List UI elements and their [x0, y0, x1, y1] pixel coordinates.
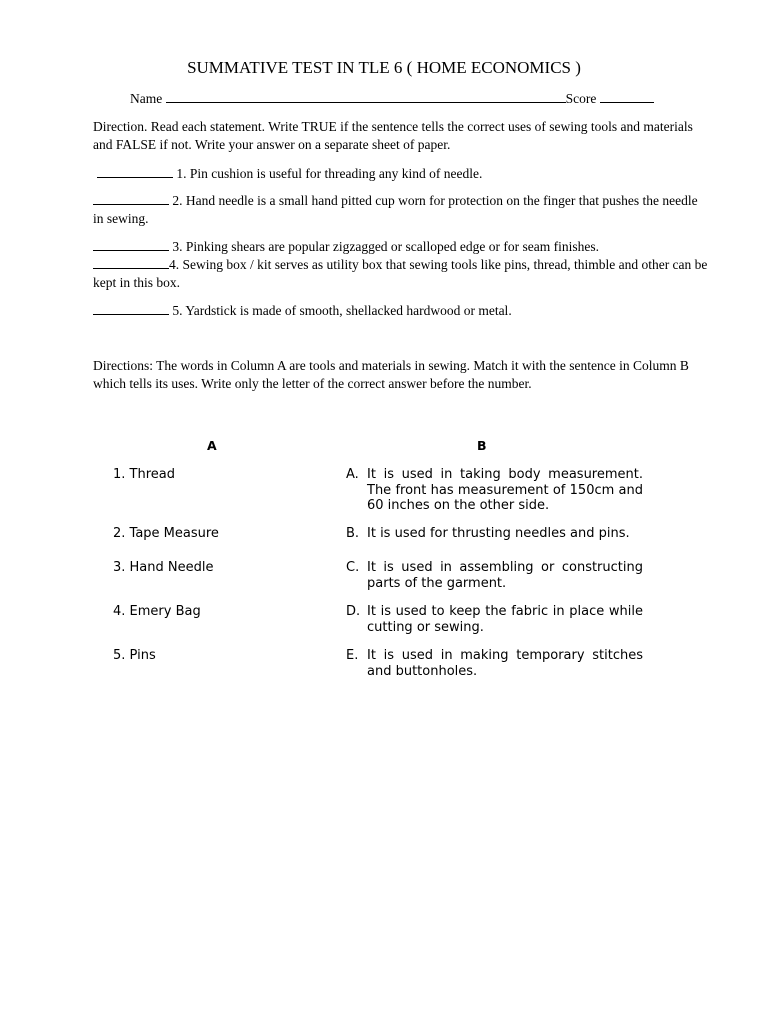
column-b-text: It is used in making temporary stitches and buttonholes.: [367, 648, 643, 679]
true-false-item: [93, 301, 708, 320]
item-text: 1. Pin cushion is useful for threading any kind of needle.: [176, 166, 483, 181]
answer-blank[interactable]: [93, 301, 169, 315]
column-a-item: 2. Tape Measure: [113, 526, 219, 541]
item-text: 2. Hand needle is a small hand pitted cup worn for protection on the finger that pushes the needle in sewing.: [93, 193, 698, 226]
column-a-item: 3. Hand Needle: [113, 560, 214, 575]
column-b-letter: D.: [346, 604, 361, 619]
answer-blank[interactable]: [93, 237, 169, 251]
item-text: 5. Yardstick is made of smooth, shellacked hardwood or metal.: [172, 303, 512, 318]
column-b-header: B: [477, 438, 487, 453]
column-b-text: It is used to keep the fabric in place while cutting or sewing.: [367, 604, 643, 635]
name-label: Name: [130, 91, 163, 106]
answer-blank[interactable]: [93, 191, 169, 205]
score-blank[interactable]: [600, 89, 654, 103]
answer-blank[interactable]: [97, 164, 173, 178]
true-false-item: [93, 237, 708, 256]
column-b-letter: A.: [346, 467, 359, 482]
item-text: 3. Pinking shears are popular zigzagged or scalloped edge or for seam finishes.: [172, 239, 599, 254]
name-score-line: [130, 89, 654, 107]
true-false-item: [93, 255, 708, 292]
answer-blank[interactable]: [93, 255, 169, 269]
column-b-letter: B.: [346, 526, 360, 541]
column-b-text: It is used in taking body measurement. The front has measurement of 150cm and 60 inches on the other side.: [367, 467, 643, 513]
column-b-text: It is used for thrusting needles and pins.: [367, 526, 630, 541]
column-b-text: It is used in assembling or constructing parts of the garment.: [367, 560, 643, 591]
name-blank[interactable]: [166, 89, 566, 103]
item-text: 4. Sewing box / kit serves as utility box that sewing tools like pins, thread, thimble and other can be kept in this box.: [93, 257, 708, 290]
column-b-letter: C.: [346, 560, 360, 575]
column-a-header: A: [207, 438, 217, 453]
part2-direction: Directions: The words in Column A are tools and materials in sewing. Match it with the sentence in Column B which tells its uses. Write only the letter of the correct answer before the number.: [93, 358, 689, 391]
column-a-item: 5. Pins: [113, 648, 156, 663]
column-a-item: 4. Emery Bag: [113, 604, 201, 619]
page-title: SUMMATIVE TEST IN TLE 6 ( HOME ECONOMICS ): [187, 58, 581, 77]
score-label: Score: [565, 91, 597, 106]
part1-direction: Direction. Read each statement. Write TRUE if the sentence tells the correct uses of sewing tools and materials and FALSE if not. Write your answer on a separate sheet of paper.: [93, 119, 693, 152]
true-false-item: [97, 164, 712, 183]
column-a-item: 1. Thread: [113, 467, 175, 482]
true-false-item: [93, 191, 708, 228]
column-b-letter: E.: [346, 648, 359, 663]
